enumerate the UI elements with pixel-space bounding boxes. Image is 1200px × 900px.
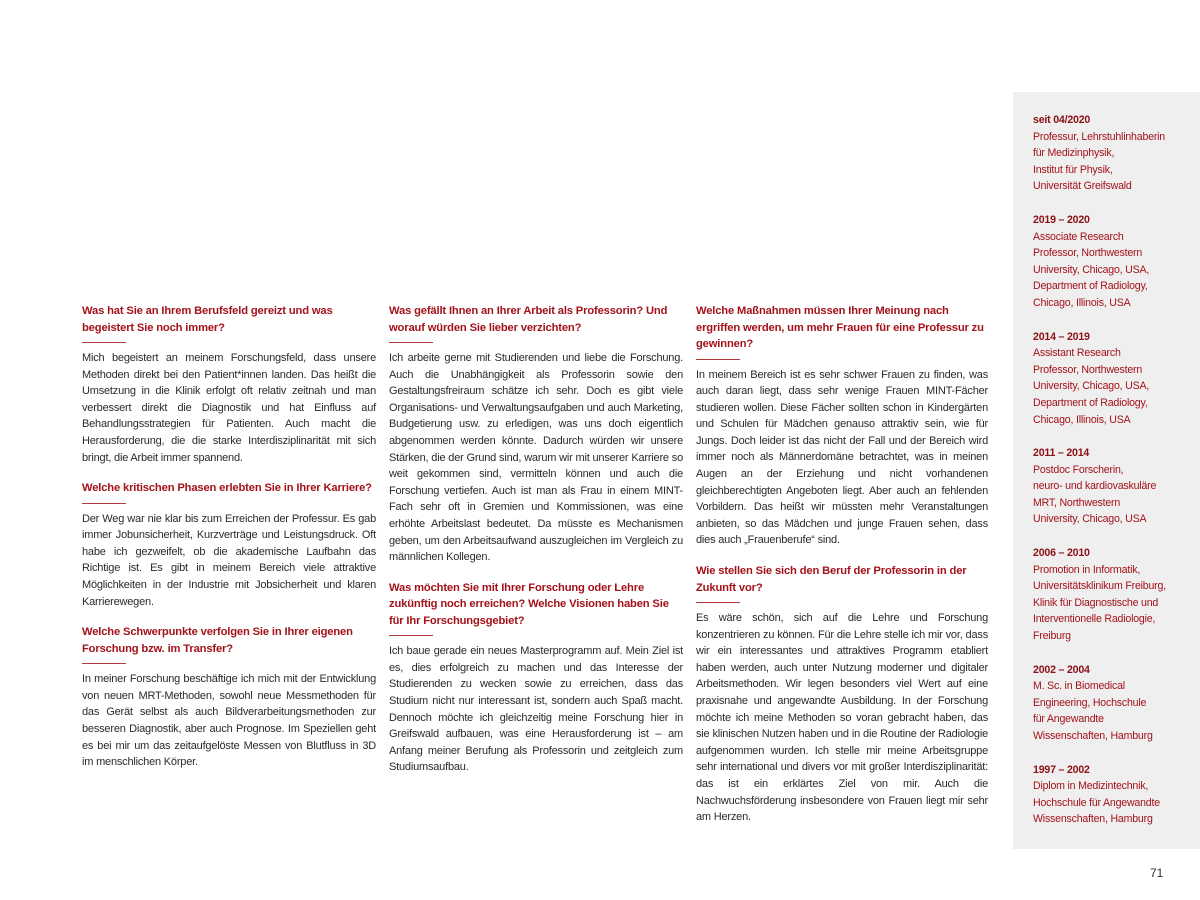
qa-block (82, 480, 376, 610)
question-heading: Was hat Sie an Ihrem Berufsfeld gereizt und was begeistert Sie noch immer? (82, 305, 333, 334)
cv-description: Professur, Lehrstuhlinhaberin für Medizinphysik, Institut für Physik, Universität Greifswald (1033, 130, 1166, 193)
question-heading: Wie stellen Sie sich den Beruf der Professorin in der Zukunft vor? (696, 565, 967, 594)
cv-entry (1033, 212, 1198, 312)
interview-column-1 (82, 303, 376, 785)
heading-rule (82, 503, 126, 504)
cv-description: Promotion in Informatik, Universitätsklinikum Freiburg, Klinik für Diagnostische und Interventionelle Radiologie, Freiburg (1033, 563, 1166, 643)
question-heading: Welche Maßnahmen müssen Ihrer Meinung nach ergriffen werden, um mehr Frauen für eine Professur zu gewinnen? (696, 305, 984, 350)
qa-block (389, 303, 683, 566)
answer-text: Mich begeistert an meinem Forschungsfeld, dass unsere Methoden direkt bei den Patient*innen landen. Das heißt die Umsetzung in die Klinik erfolgt oft relativ zeitnah und man verbessert direkt die Diagnostik und hat Einfluss auf Behandlungsstrategien für Patienten. Auch macht die Herausforderung, die die starke Interdisziplinarität mit sich bringt, die Arbeit immer spannend. (82, 352, 376, 464)
heading-rule (389, 635, 433, 636)
cv-entry (1033, 662, 1198, 745)
cv-entry (1033, 762, 1198, 828)
answer-text: Ich arbeite gerne mit Studierenden und liebe die Forschung. Auch die Unabhängigkeit als Professorin sowie den Gestaltungsfreiraum schätze ich sehr. Doch es gibt viele Organisations- und Verwaltungsaufgaben und auch Marketing, Budgetierung usw. zu erledigen, was uns doch eigentlich abgenommen werden könnte. Dadurch würden wir unsere Stärken, die der Grund sind, warum wir mit unserer Karriere so weit gekommen sind, vermitteln können und auch die Forschung vertiefen. Auch ist man als Frau in einem MINT-Fach sehr oft in Gremien und Kommissionen, was eine erhöhte Arbeitslast bedeutet. Da müsste es Mechanismen geben, um den Arbeitsaufwand auszugleichen im Vergleich zu männlichen Kollegen. (389, 352, 683, 564)
answer-text: Es wäre schön, sich auf die Lehre und Forschung konzentrieren zu können. Für die Lehre stelle ich mir vor, dass wir ein interessantes und attraktives Programm etabliert haben werden, auch unter Nutzung moderner und digitaler Arbeitsmethoden. Wir legen besonders viel Wert auf eine praxisnahe und angewandte Ausbildung. In der Forschung möchte ich meine Methoden so voran gebracht haben, das sie klinischen Nutzen haben und in die Routine der Radiologie aufgenommen wurden. Ich stelle mir meine Arbeitsgruppe sehr international und divers vor mit großer Interdisziplinarität: das ist ein erklärtes Ziel von mir. Auch die Nachwuchsförderung insbesondere von Frauen liegt mir sehr am Herzen. (696, 612, 988, 824)
cv-sidebar (1013, 92, 1200, 849)
heading-rule (696, 359, 740, 360)
qa-block (82, 624, 376, 771)
question-heading: Was möchten Sie mit Ihrer Forschung oder Lehre zukünftig noch erreichen? Welche Visionen haben Sie für Ihr Forschungsgebiet? (389, 581, 669, 627)
cv-period: 1997 – 2002 (1033, 763, 1090, 776)
heading-rule (82, 663, 126, 664)
heading-rule (696, 602, 740, 603)
qa-block (82, 303, 376, 466)
cv-description: Assistant Research Professor, Northwestern University, Chicago, USA, Department of Radiology, Chicago, Illinois, USA (1033, 347, 1150, 426)
cv-period: 2006 – 2010 (1033, 547, 1090, 560)
page-number: 71 (1150, 866, 1164, 880)
cv-entry (1033, 545, 1198, 645)
interview-column-2 (389, 303, 683, 790)
answer-text: Der Weg war nie klar bis zum Erreichen der Professur. Es gab immer Jobunsicherheit, Kurzverträge und Leistungsdruck. Oft habe ich gezweifelt, ob die akademische Laufbahn das Richtige ist. Es gibt in meinem Bereich viele attraktive Möglichkeiten in der Industrie mit Jobsicherheit und klaren Karrierewegen. (82, 512, 376, 608)
cv-description: Associate Research Professor, Northwestern University, Chicago, USA, Department of Radiology, Chicago, Illinois, USA (1033, 230, 1150, 309)
question-heading: Welche Schwerpunkte verfolgen Sie in Ihrer eigenen Forschung bzw. im Transfer? (82, 626, 353, 655)
cv-description: M. Sc. in Biomedical Engineering, Hochschule für Angewandte Wissenschaften, Hamburg (1033, 680, 1153, 742)
heading-rule (82, 342, 126, 343)
cv-period: seit 04/2020 (1033, 114, 1091, 126)
cv-entry (1033, 112, 1198, 195)
cv-period: 2019 – 2020 (1033, 213, 1090, 226)
heading-rule (389, 342, 433, 343)
cv-period: 2011 – 2014 (1033, 447, 1090, 460)
cv-period: 2002 – 2004 (1033, 663, 1090, 676)
cv-period: 2014 – 2019 (1033, 330, 1090, 343)
answer-text: In meiner Forschung beschäftige ich mich mit der Entwicklung von neuen MRT-Methoden, sowohl neue Messmethoden für das Gerät selbst als auch Bildverarbeitungsmethoden zur besseren Diagnostik, aber auch Prognose. Im Speziellen geht es bei mir um das zeitaufgelöste Messen von Blutfluss in 3D im menschlichen Körper. (82, 673, 376, 769)
qa-block (696, 563, 988, 826)
answer-text: In meinem Bereich ist es sehr schwer Frauen zu finden, was auch daran liegt, dass sehr wenige Frauen MINT-Fächer studieren wollen. Diese Fächer sollten schon in Kindergärten und Schulen für Mädchen genauso attraktiv sein, wie für Jungs. Doch leider ist das nicht der Fall und der Bereich wird immer noch als Männerdomäne betrachtet, was in meinen Augen an der Erziehung und nicht vorhandenen gleichberechtigten Angeboten liegt. Aber auch an fehlenden Vorbildern. Das heißt wir müssten mehr Veranstaltungen anbieten, so das Mädchen und junge Frauen sehen, dass dies auch „Frauenberufe“ sind. (696, 368, 988, 547)
cv-entry (1033, 445, 1198, 528)
qa-block (696, 303, 988, 549)
interview-column-3 (696, 303, 988, 840)
answer-text: Ich baue gerade ein neues Masterprogramm auf. Mein Ziel ist es, dies erfolgreich zu machen und das Interesse der Studierenden zu wecken sowie zu erreichen, dass das Studium nicht nur interessant ist, sondern auch Spaß macht. Dennoch möchte ich gleichzeitig meine Forschung hier in Greifswald aufbauen, was eine Herausforderung ist – am Anfang meiner Berufung als Professorin und zeitgleich zum Studiumsaufbau. (389, 645, 683, 774)
cv-list (1033, 112, 1198, 845)
question-heading: Was gefällt Ihnen an Ihrer Arbeit als Professorin? Und worauf würden Sie lieber verzichten? (389, 305, 668, 334)
qa-block (389, 580, 683, 776)
cv-entry (1033, 329, 1198, 429)
cv-description: Postdoc Forscherin, neuro- und kardiovaskuläre MRT, Northwestern University, Chicago, USA (1033, 463, 1157, 526)
cv-description: Diplom in Medizintechnik, Hochschule für Angewandte Wissenschaften, Hamburg (1033, 780, 1160, 826)
question-heading: Welche kritischen Phasen erlebten Sie in Ihrer Karriere? (82, 482, 372, 495)
